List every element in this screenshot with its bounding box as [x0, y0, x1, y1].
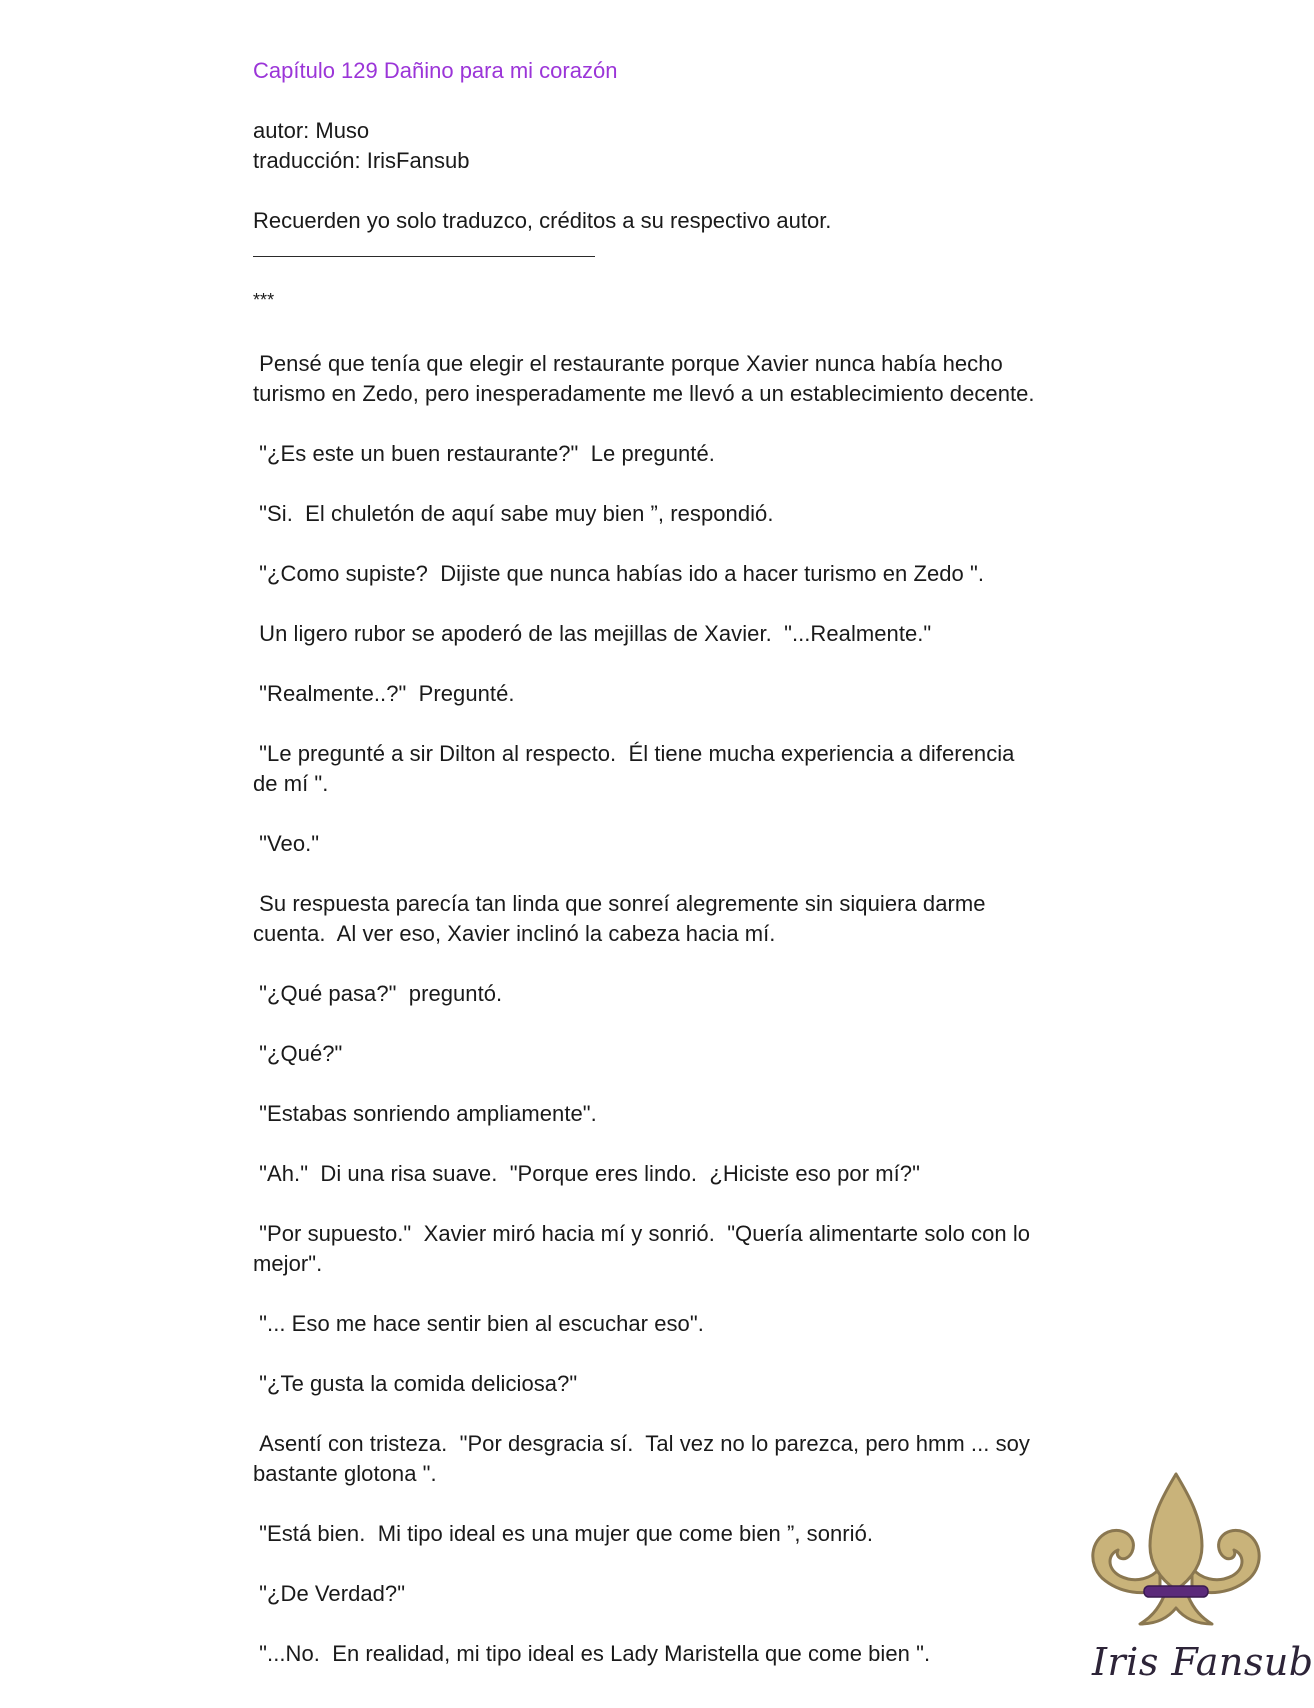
paragraph: "Ah." Di una risa suave. "Porque eres lindo. ¿Hiciste eso por mí?" — [253, 1161, 920, 1186]
paragraph: "Si. El chuletón de aquí sabe muy bien ”, respondió. — [253, 501, 774, 526]
author-line: autor: Muso — [253, 118, 370, 143]
scene-separator: *** — [253, 290, 275, 310]
paragraph: "¿Como supiste? Dijiste que nunca habías ido a hacer turismo en Zedo ". — [253, 561, 984, 586]
translation-line: traducción: IrisFansub — [253, 148, 470, 173]
disclaimer-note: Recuerden yo solo traduzco, créditos a su respectivo autor. — [253, 208, 832, 233]
paragraph: "¿Es este un buen restaurante?" Le pregunté. — [253, 441, 715, 466]
paragraph: "¿Qué?" — [253, 1041, 343, 1066]
divider-line — [253, 256, 595, 257]
paragraph: Asentí con tristeza. "Por desgracia sí. Tal vez no lo parezca, pero hmm ... soy bastante glotona ". — [253, 1431, 1037, 1486]
paragraph: "¿Qué pasa?" preguntó. — [253, 981, 503, 1006]
paragraph: "Estabas sonriendo ampliamente". — [253, 1101, 597, 1126]
chapter-document — [253, 56, 1043, 1699]
fleur-de-lis-icon — [1086, 1468, 1266, 1638]
chapter-title: Capítulo 129 Dañino para mi corazón — [253, 58, 618, 83]
paragraph: "Realmente..?" Pregunté. — [253, 681, 515, 706]
paragraph: "Está bien. Mi tipo ideal es una mujer que come bien ”, sonrió. — [253, 1521, 874, 1546]
paragraph: "Veo." — [253, 831, 320, 856]
paragraph: "¿De Verdad?" — [253, 1581, 406, 1606]
paragraph: "... Eso me hace sentir bien al escuchar eso". — [253, 1311, 704, 1336]
paragraph: "¿Te gusta la comida deliciosa?" — [253, 1371, 578, 1396]
paragraph: Pensé que tenía que elegir el restaurante porque Xavier nunca había hecho turismo en Zedo, pero inesperadamente me llevó a un establecimiento decente. — [253, 351, 1035, 406]
paragraph: "Le pregunté a sir Dilton al respecto. Él tiene mucha experiencia a diferencia de mí ". — [253, 741, 1021, 796]
paragraph: "Por supuesto." Xavier miró hacia mí y sonrió. "Quería alimentarte solo con lo mejor". — [253, 1221, 1037, 1276]
credits-block — [253, 116, 1043, 176]
story-body — [253, 285, 1043, 1669]
logo-band — [1144, 1586, 1208, 1597]
paragraph: Un ligero rubor se apoderó de las mejillas de Xavier. "...Realmente." — [253, 621, 932, 646]
paragraph: Su respuesta parecía tan linda que sonreí alegremente sin siquiera darme cuenta. Al ver eso, Xavier inclinó la cabeza hacia mí. — [253, 891, 992, 946]
iris-fansub-watermark: Iris Fansub — [1092, 1640, 1314, 1684]
paragraph: "...No. En realidad, mi tipo ideal es Lady Maristella que come bien ". — [253, 1641, 931, 1666]
